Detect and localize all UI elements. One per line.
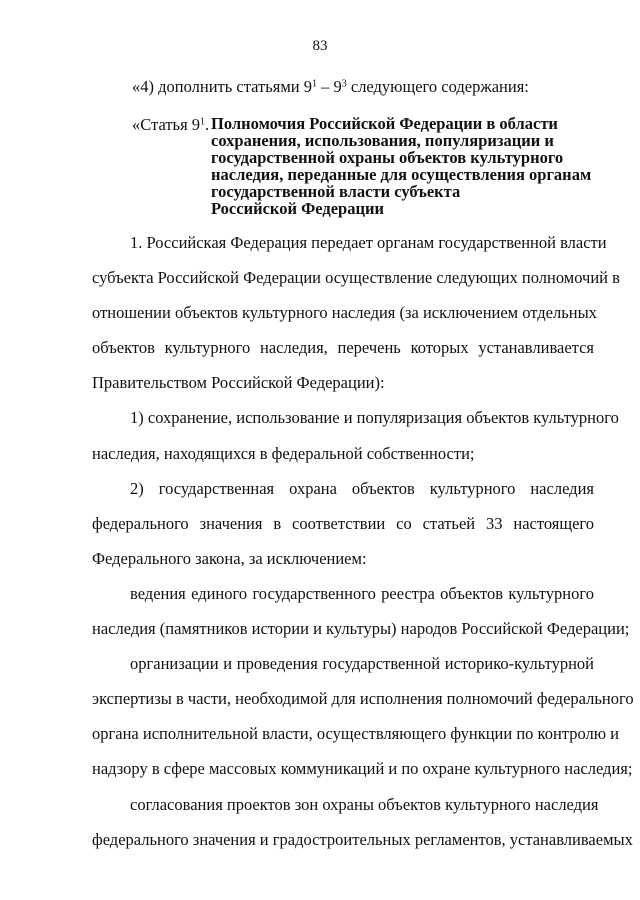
page-number: 83 [312, 38, 328, 54]
intro-line [132, 77, 529, 97]
body-line: 1. Российская Федерация передает органам государственной власти [130, 233, 607, 252]
article-label-dot: . [205, 115, 210, 134]
body-line: Федерального закона, за исключением: [92, 548, 367, 568]
body-line: 2) государственная охрана объектов культурного наследия [130, 478, 594, 498]
article-title-line: сохранения, использования, популяризации и [211, 131, 554, 150]
article-label-superscript: 1 [200, 116, 206, 128]
article-label [132, 115, 209, 135]
body-line: органа исполнительной власти, осуществляющего функции по контролю и [92, 724, 619, 744]
article-title [211, 114, 592, 218]
intro-text-after: следующего содержания: [346, 77, 529, 96]
intro-superscript-a: 1 [312, 78, 317, 90]
article-title-line: Полномочия Российской Федерации в области [211, 114, 558, 133]
body-line: надзору в сфере массовых коммуникаций и по охране культурного наследия; [92, 759, 633, 779]
article-title-line: Российской Федерации [211, 199, 384, 218]
intro-superscript-b: 3 [341, 78, 347, 90]
body-line: экспертизы в части, необходимой для исполнения полномочий федерального [92, 689, 634, 709]
body-line: наследия (памятников истории и культуры) народов Российской Федерации; [92, 619, 630, 639]
body-line: согласования проектов зон охраны объектов культурного наследия [130, 794, 599, 814]
body-line: отношении объектов культурного наследия (за исключением отдельных [92, 303, 597, 323]
intro-text-mid: – 9 [317, 77, 342, 96]
body-line: объектов культурного наследия, перечень которых устанавливается [92, 338, 594, 358]
body-line: Правительством Российской Федерации): [92, 373, 385, 393]
body-line: федерального значения в соответствии со статьей 33 настоящего [92, 513, 594, 533]
body-line: организации и проведения государственной историко-культурной [130, 654, 594, 674]
body-line: федерального значения и градостроительных регламентов, устанавливаемых [92, 829, 633, 849]
article-title-line: государственной власти субъекта [211, 182, 461, 201]
body-line: наследия, находящихся в федеральной собственности; [92, 443, 475, 463]
article-title-line: государственной охраны объектов культурного [211, 148, 564, 167]
intro-text-before: «4) дополнить статьями 9 [132, 77, 312, 96]
body-line: 1) сохранение, использование и популяризация объектов культурного [130, 408, 619, 428]
article-body [92, 231, 634, 863]
body-line: ведения единого государственного реестра объектов культурного [130, 583, 594, 603]
article-label-text: «Статья 9 [132, 115, 201, 134]
body-line: субъекта Российской Федерации осуществление следующих полномочий в [92, 268, 620, 288]
article-title-line: наследия, переданные для осуществления органам [211, 165, 592, 184]
